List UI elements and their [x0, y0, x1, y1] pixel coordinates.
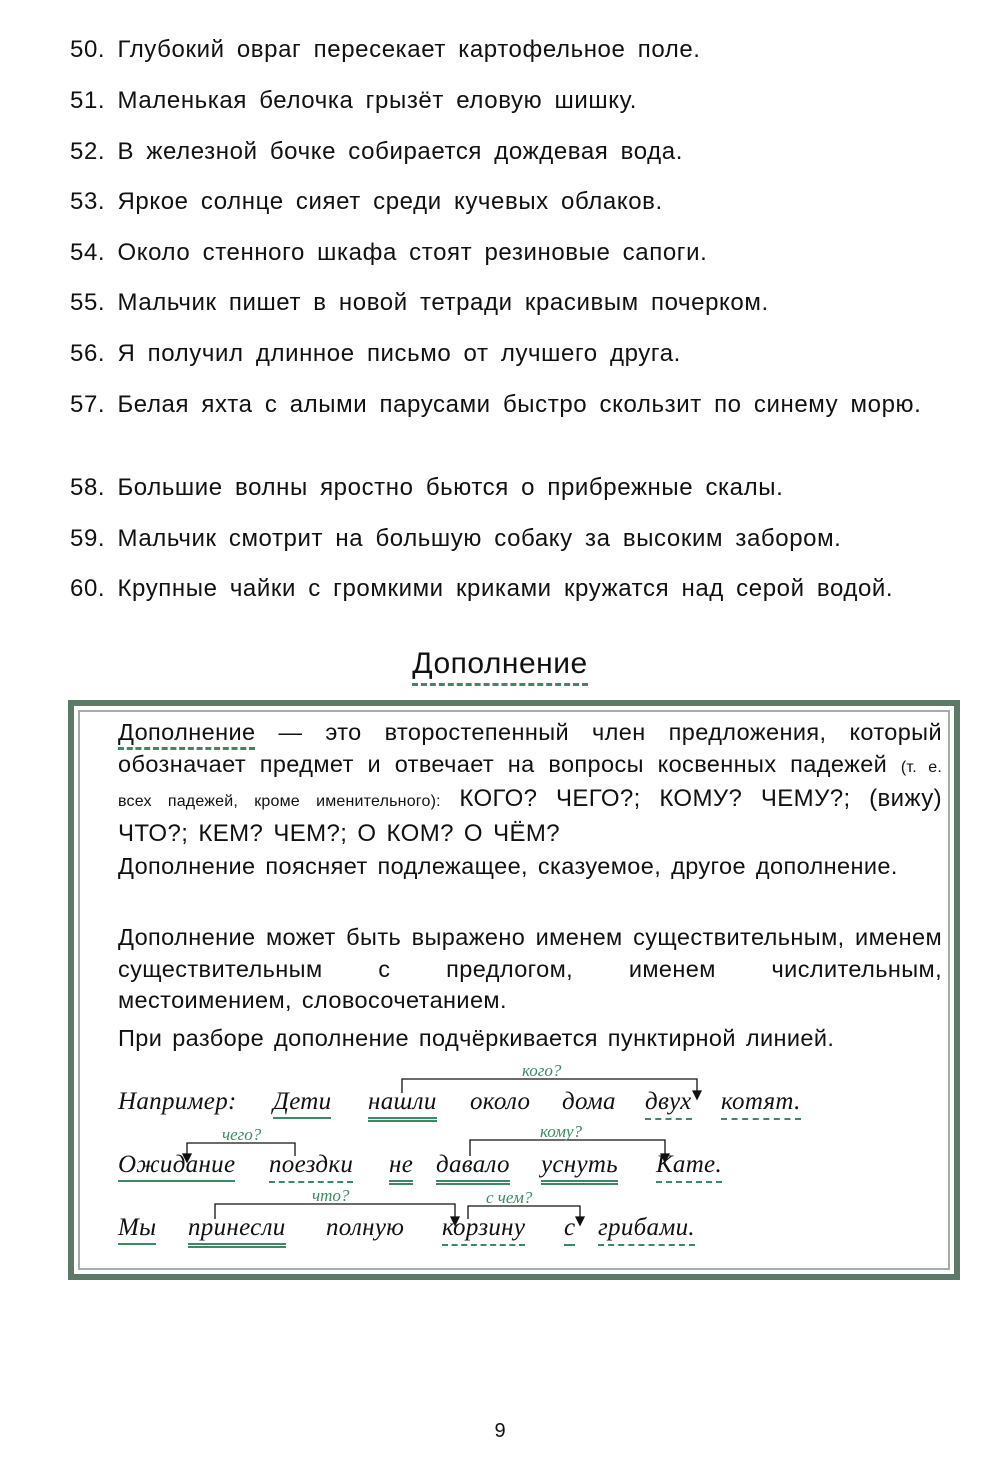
sentence-number: 54.: [70, 239, 106, 266]
object-word: Кате.: [656, 1151, 722, 1183]
sentence-text: Около стенного шкафа стоят резиновые сапоги.: [117, 239, 708, 266]
sentence-text: Яркое солнце сияет среди кучевых облаков.: [117, 188, 663, 215]
example-1: [118, 1088, 838, 1128]
example-2: [118, 1151, 838, 1191]
sentence-number: 55.: [70, 289, 106, 316]
subject-word: Мы: [118, 1214, 156, 1245]
sentence-number: 52.: [70, 138, 106, 165]
sentence-text: В железной бочке собирается дождевая вода.: [117, 138, 683, 165]
predicate-word: нашли: [368, 1088, 437, 1122]
example-3: [118, 1214, 838, 1254]
sentence-text: Глубокий овраг пересекает картофельное поле.: [117, 36, 701, 63]
word: полную: [326, 1214, 405, 1241]
object-word: поездки: [269, 1151, 353, 1183]
sentence-number: 60.: [70, 575, 106, 602]
sentence-number: 59.: [70, 525, 106, 552]
sentence-text: Большие волны яростно бьются о прибрежные скалы.: [117, 474, 784, 501]
predicate-word: принесли: [188, 1214, 286, 1248]
word: дома: [562, 1088, 616, 1115]
rule-note: (т. е. всех падежей, кроме именительного):: [118, 758, 942, 810]
section-title-text: Дополнение: [412, 647, 587, 686]
rule-paragraph-3: Дополнение может быть выражено именем существительным, именем существительным с предлогом, именем числительным, местоимением, словосочетанием.: [118, 924, 942, 1013]
object-word: двух: [645, 1088, 692, 1120]
rule-definition-text: — это второстепенный член предложения, который обозначает предмет и отвечает на вопросы косвенных падежей: [118, 719, 942, 777]
subject-word: Ожидание: [118, 1151, 235, 1182]
subject-word: Дети: [273, 1088, 331, 1119]
sentence-text: Мальчик пишет в новой тетради красивым почерком.: [117, 289, 769, 316]
object-word: корзину: [442, 1214, 525, 1246]
sentence-number: 57.: [70, 391, 106, 418]
rule-questions: КОГО? ЧЕГО?; КОМУ? ЧЕМУ?; (вижу) ЧТО?; КЕМ? ЧЕМ?; О КОМ? О ЧЁМ?: [118, 785, 942, 847]
sentence-number: 56.: [70, 340, 106, 367]
rule-paragraph-2: Дополнение поясняет подлежащее, сказуемое, другое дополнение.: [118, 853, 898, 879]
question-label: кого?: [522, 1061, 562, 1080]
predicate-word: уснуть: [541, 1151, 618, 1185]
object-word: котят.: [721, 1088, 801, 1120]
sentence-number: 50.: [70, 36, 106, 63]
rule-paragraph-4: При разборе дополнение подчёркивается пунктирной линией.: [118, 1025, 835, 1051]
sentence-text: Мальчик смотрит на большую собаку за высоким забором.: [117, 525, 842, 552]
sentence-number: 53.: [70, 188, 106, 215]
object-word: с: [564, 1214, 575, 1246]
question-label: с чем?: [486, 1188, 533, 1207]
page-number: 9: [494, 1420, 506, 1442]
example-lead: Например:: [118, 1088, 237, 1115]
question-label: что?: [312, 1186, 350, 1205]
word: около: [470, 1088, 531, 1115]
sentence-text: Я получил длинное письмо от лучшего друга.: [117, 340, 681, 367]
question-label: кому?: [540, 1122, 583, 1141]
sentence-text: Белая яхта с алыми парусами быстро скользит по синему морю.: [117, 391, 922, 418]
sentence-text: Маленькая белочка грызёт еловую шишку.: [117, 87, 638, 114]
sentence-text: Крупные чайки с громкими криками кружатся над серой водой.: [117, 575, 894, 602]
sentence-number: 58.: [70, 474, 106, 501]
object-word: грибами.: [598, 1214, 695, 1246]
predicate-word: давало: [436, 1151, 510, 1185]
sentence-number: 51.: [70, 87, 106, 114]
question-label: чего?: [222, 1125, 262, 1144]
predicate-word: не: [389, 1151, 413, 1185]
rule-term: Дополнение: [118, 719, 255, 750]
